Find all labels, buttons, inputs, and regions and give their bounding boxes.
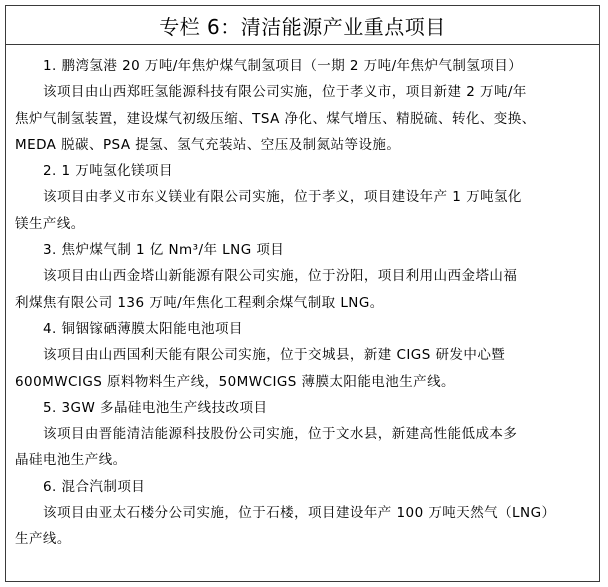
info-box	[5, 5, 600, 582]
project-1-text-line: 焦炉气制氢装置，建设煤气初级压缩、TSA 净化、煤气增压、精脱硫、转化、变换、	[15, 110, 536, 127]
project-5-text-line: 该项目由晋能清洁能源科技股份公司实施，位于文水县，新建高性能低成本多	[43, 426, 518, 443]
project-4-text-line: 该项目由山西国利天能有限公司实施，位于交城县，新建 CIGS 研发中心暨	[43, 347, 506, 364]
project-3-heading: 3. 焦炉煤气制 1 亿 Nm³/年 LNG 项目	[43, 242, 285, 259]
project-1-heading: 1. 鹏湾氢港 20 万吨/年焦炉煤气制氢项目（一期 2 万吨/年焦炉气制氢项目）	[43, 58, 523, 74]
box-title: 专栏 6：清洁能源产业重点项目	[6, 6, 599, 45]
box-content	[6, 45, 599, 553]
project-5-heading: 5. 3GW 多晶硅电池生产线技改项目	[43, 399, 268, 416]
project-2-text-line: 该项目由孝义市东义镁业有限公司实施，位于孝义，项目建设年产 1 万吨氢化	[43, 189, 522, 206]
project-6-text-line: 该项目由亚太石楼分公司实施，位于石楼，项目建设年产 100 万吨天然气（LNG）	[43, 505, 556, 522]
project-1-text-line: 该项目由山西郑旺氢能源科技有限公司实施，位于孝义市，项目新建 2 万吨/年	[43, 84, 527, 101]
project-3-text-line: 该项目由山西金塔山新能源有限公司实施，位于汾阳，项目利用山西金塔山福	[43, 268, 518, 285]
project-3-text-line: 利煤焦有限公司 136 万吨/年焦化工程剩余煤气制取 LNG。	[15, 294, 384, 311]
project-4-text-line: 600MWCIGS 原料物料生产线，50MWCIGS 薄膜太阳能电池生产线。	[15, 373, 455, 390]
project-4-heading: 4. 铜铟镓硒薄膜太阳能电池项目	[43, 320, 243, 337]
project-2-heading: 2. 1 万吨氢化镁项目	[43, 163, 173, 180]
project-1-text-line: MEDA 脱碳、PSA 提氢、氢气充装站、空压及制氮站等设施。	[15, 136, 401, 153]
project-2-text-line: 镁生产线。	[15, 215, 85, 232]
project-6-text-line: 生产线。	[15, 531, 71, 548]
project-6-heading: 6. 混合汽制项目	[43, 478, 146, 495]
project-5-text-line: 晶硅电池生产线。	[15, 452, 127, 469]
